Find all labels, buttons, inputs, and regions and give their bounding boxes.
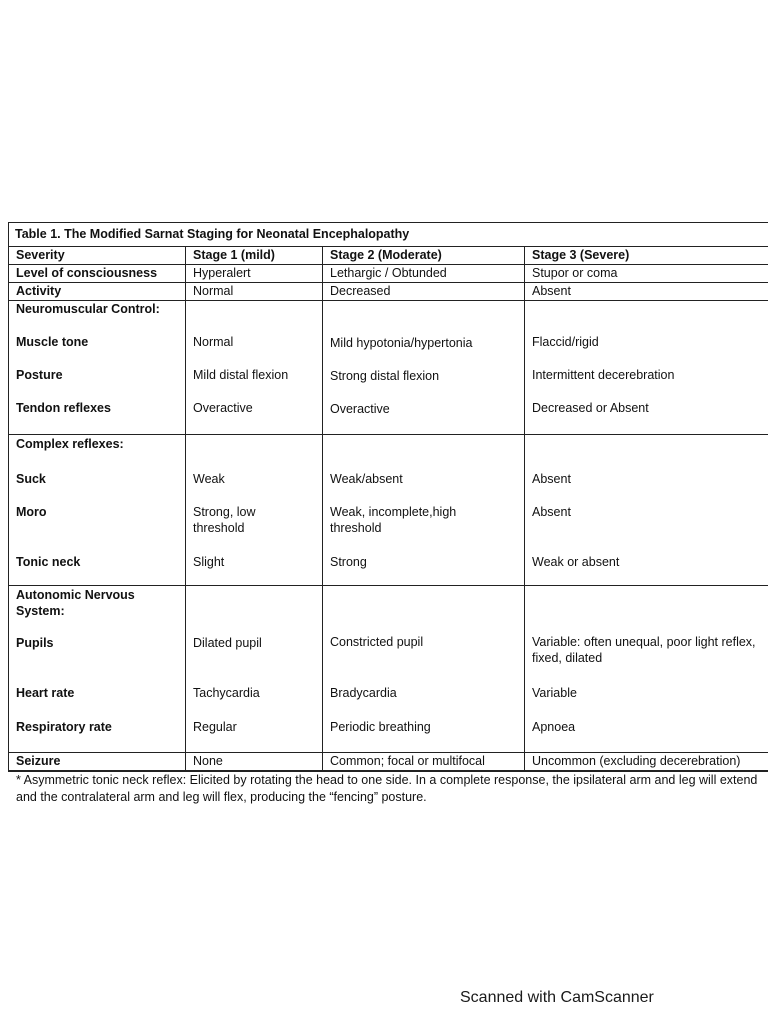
section-heading: Neuromuscular Control: [16,302,160,316]
table-cell: Uncommon (excluding decerebration) [525,753,768,771]
table-cell: Decreased [323,283,525,301]
row-label: Tendon reflexes [16,401,111,415]
table-cell: Tachycardia [193,686,260,700]
table-cell: Weak/absent [330,472,403,486]
table-cell: Mild hypotonia/hypertonia [330,336,473,350]
row-label: Pupils [16,636,54,650]
table-cell: Absent [532,472,571,486]
row-label: Activity [9,283,186,301]
header-cell: Stage 1 (mild) [186,247,323,265]
footnote-text: * Asymmetric tonic neck reflex: Elicited by rotating the head to one side. In a complete response, the ipsilateral arm and leg will extend and the contralateral arm and leg will flex, producing the “fencing” posture. [16,773,758,804]
table-cell: Normal [193,335,234,349]
table-cell: Dilated pupil [193,636,262,650]
table-cell: Constricted pupil [330,635,424,649]
table-title: Table 1. The Modified Sarnat Staging for Neonatal Encephalopathy [8,222,768,246]
section-complex-reflexes [9,435,768,586]
row-label: Moro [16,505,47,519]
row-label: Suck [16,472,46,486]
row-label: Muscle tone [16,335,89,349]
section-autonomic [9,586,768,753]
row-label: Respiratory rate [16,720,112,734]
table-cell: Normal [186,283,323,301]
table-cell: Hyperalert [186,265,323,283]
header-row [9,247,768,265]
table-row [9,265,768,283]
table-footnote [8,771,768,806]
table-cell: Periodic breathing [330,720,431,734]
table-cell: Regular [193,720,237,734]
row-label: Seizure [9,753,186,771]
table-cell: Weak [193,472,225,486]
section-neuromuscular [9,301,768,435]
table-cell: Strong [330,555,367,569]
table-cell: Bradycardia [330,686,397,700]
table-cell: Strong distal flexion [330,369,440,383]
sarnat-table [8,246,768,771]
row-label: Heart rate [16,686,75,700]
table-cell: Weak, incomplete,high threshold [330,505,457,535]
table-cell: Lethargic / Obtunded [323,265,525,283]
header-cell: Severity [9,247,186,265]
table-cell: Variable: often unequal, poor light reflex, fixed, dilated [532,635,756,665]
table-cell: Stupor or coma [525,265,768,283]
table-cell: Absent [525,283,768,301]
table-cell: None [186,753,323,771]
table-cell: Apnoea [532,720,576,734]
sarnat-document [8,222,768,806]
table-row [9,283,768,301]
table-cell: Strong, low threshold [193,505,256,535]
header-cell: Stage 2 (Moderate) [323,247,525,265]
section-heading: Autonomic Nervous System: [16,588,135,618]
row-label: Level of consciousness [9,265,186,283]
table-cell: Flaccid/rigid [532,335,599,349]
table-cell: Mild distal flexion [193,368,289,382]
row-label: Posture [16,368,63,382]
table-cell: Slight [193,555,225,569]
table-row [9,753,768,771]
table-cell: Overactive [330,402,390,416]
row-label: Tonic neck [16,555,81,569]
table-cell: Variable [532,686,577,700]
header-cell: Stage 3 (Severe) [525,247,768,265]
camscanner-watermark: Scanned with CamScanner [460,989,654,1006]
section-heading: Complex reflexes: [16,437,124,451]
table-cell: Absent [532,505,571,519]
table-cell: Weak or absent [532,555,620,569]
table-cell: Intermittent decerebration [532,368,675,382]
table-cell: Decreased or Absent [532,401,649,415]
table-cell: Overactive [193,401,253,415]
table-cell: Common; focal or multifocal [323,753,525,771]
